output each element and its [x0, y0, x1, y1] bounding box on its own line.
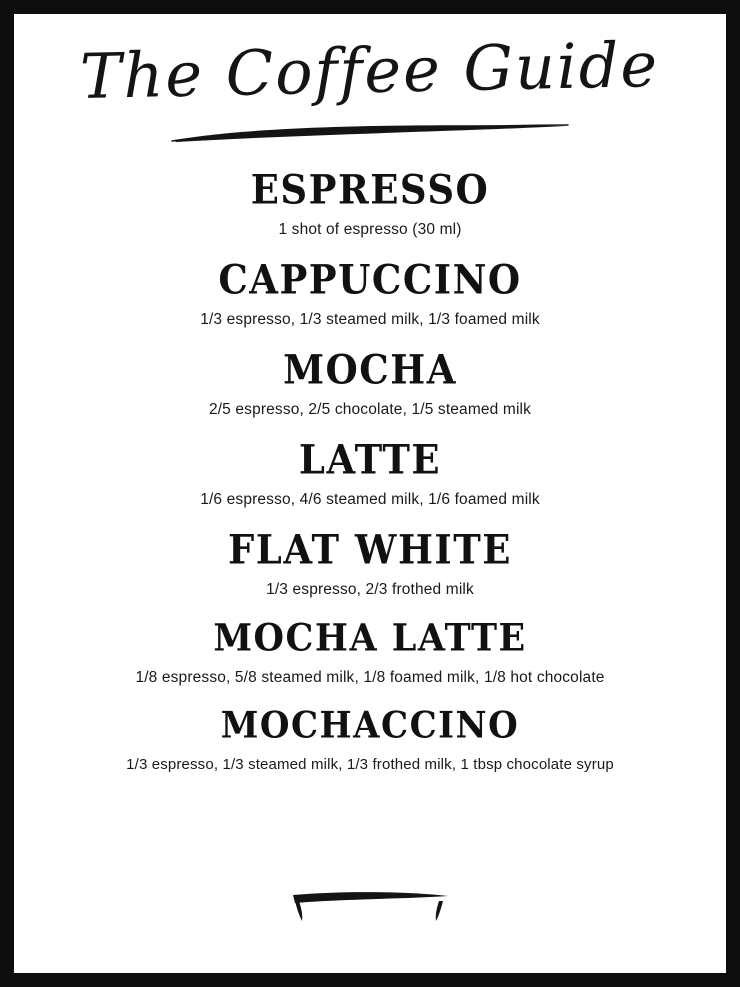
menu-item-description: 1/3 espresso, 1/3 steamed milk, 1/3 foamed milk [200, 310, 540, 328]
poster-canvas [14, 14, 726, 973]
brush-stroke-icon [285, 889, 455, 933]
menu-item [14, 435, 726, 510]
menu-item-name: MOCHA [283, 345, 457, 394]
brush-stroke-icon [170, 120, 570, 146]
menu-item-name: ESPRESSO [250, 165, 490, 214]
menu-item-description: 1/3 espresso, 2/3 frothed milk [266, 580, 474, 598]
menu-item-name: MOCHACCINO [220, 703, 520, 747]
menu-item-name: CAPPUCCINO [218, 255, 522, 304]
menu-item-description: 1/3 espresso, 1/3 steamed milk, 1/3 frothed milk, 1 tbsp chocolate syrup [126, 755, 614, 773]
page-title: The Coffee Guide [79, 27, 661, 114]
menu-item [14, 615, 726, 688]
menu-item-name: LATTE [298, 435, 442, 484]
menu-item [14, 165, 726, 240]
menu-item [14, 345, 726, 420]
menu-item-description: 2/5 espresso, 2/5 chocolate, 1/5 steamed milk [208, 400, 532, 418]
menu-item [14, 525, 726, 600]
title-block [14, 27, 726, 146]
menu-item-description: 1/8 espresso, 5/8 steamed milk, 1/8 foamed milk, 1/8 hot chocolate [135, 668, 605, 686]
menu-item-description: 1/6 espresso, 4/6 steamed milk, 1/6 foamed milk [200, 490, 540, 508]
menu-item-name: FLAT WHITE [228, 525, 512, 574]
menu-item-description: 1 shot of espresso (30 ml) [278, 220, 462, 238]
menu-list [14, 165, 726, 796]
menu-item-name: MOCHA LATTE [213, 615, 527, 661]
menu-item [14, 255, 726, 330]
menu-item [14, 703, 726, 774]
